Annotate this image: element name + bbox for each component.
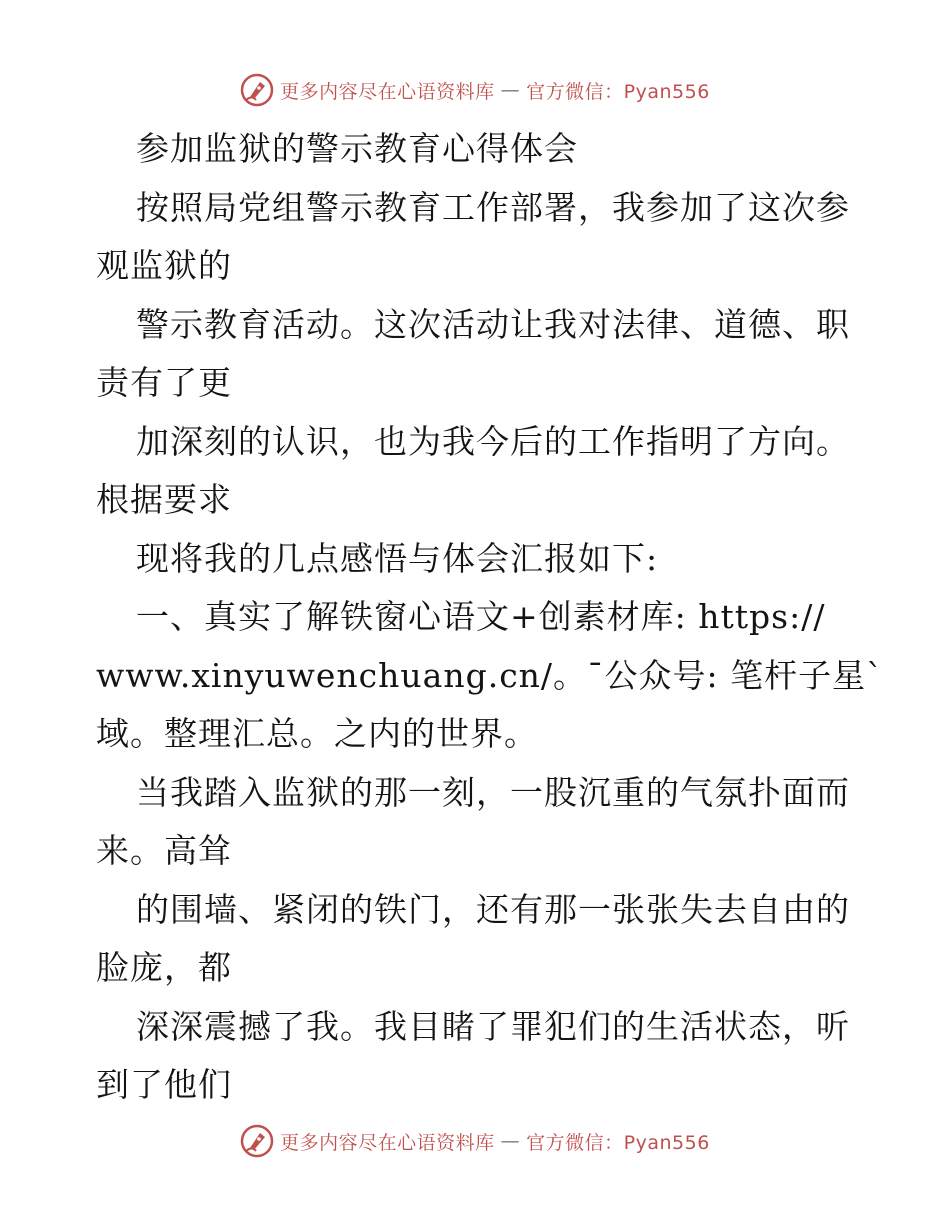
- text-line: 责有了更: [96, 363, 232, 402]
- text-line: 一、真实了解铁窗心语文+创素材库: https://: [136, 597, 826, 636]
- text-line: 加深刻的认识，也为我今后的工作指明了方向。: [136, 421, 850, 461]
- watermark-text: 更多内容尽在心语资料库: [280, 1131, 495, 1154]
- text-line: 现将我的几点感悟与体会汇报如下:: [136, 538, 659, 578]
- watermark-text: 更多内容尽在心语资料库: [280, 80, 495, 103]
- watermark-account: 官方微信：Pyan556: [526, 80, 710, 103]
- watermark-separator: —: [500, 79, 521, 101]
- header-watermark: [0, 70, 950, 110]
- footer-watermark: [0, 1121, 950, 1161]
- text-line: 的围墙、紧闭的铁门，还有那一张张失去自由的: [136, 889, 850, 929]
- document-title: 参加监狱的警示教育心得体会: [136, 129, 578, 168]
- document-body: [96, 120, 884, 1115]
- text-line: 到了他们: [96, 1065, 232, 1104]
- watermark-separator: —: [500, 1130, 521, 1152]
- watermark-account: 官方微信：Pyan556: [526, 1131, 710, 1154]
- text-line: 警示教育活动。这次活动让我对法律、道德、职: [136, 304, 850, 344]
- text-line: 深深震撼了我。我目睹了罪犯们的生活状态，听: [136, 1006, 850, 1046]
- text-line: 脸庞，都: [96, 948, 232, 987]
- text-line: 根据要求: [96, 480, 232, 519]
- text-line: 来。高耸: [96, 831, 232, 870]
- text-line: 当我踏入监狱的那一刻，一股沉重的气氛扑面而: [136, 772, 850, 812]
- text-line: www.xinyuwenchuang.cn/。¯公众号: 笔杆子星`: [96, 655, 884, 695]
- text-line: 观监狱的: [96, 246, 232, 285]
- text-line: 按照局党组警示教育工作部署，我参加了这次参: [136, 187, 850, 227]
- pen-nib-logo-icon: [240, 73, 274, 107]
- pen-nib-logo-icon: [240, 1124, 274, 1158]
- text-line: 域。整理汇总。之内的世界。: [96, 714, 538, 753]
